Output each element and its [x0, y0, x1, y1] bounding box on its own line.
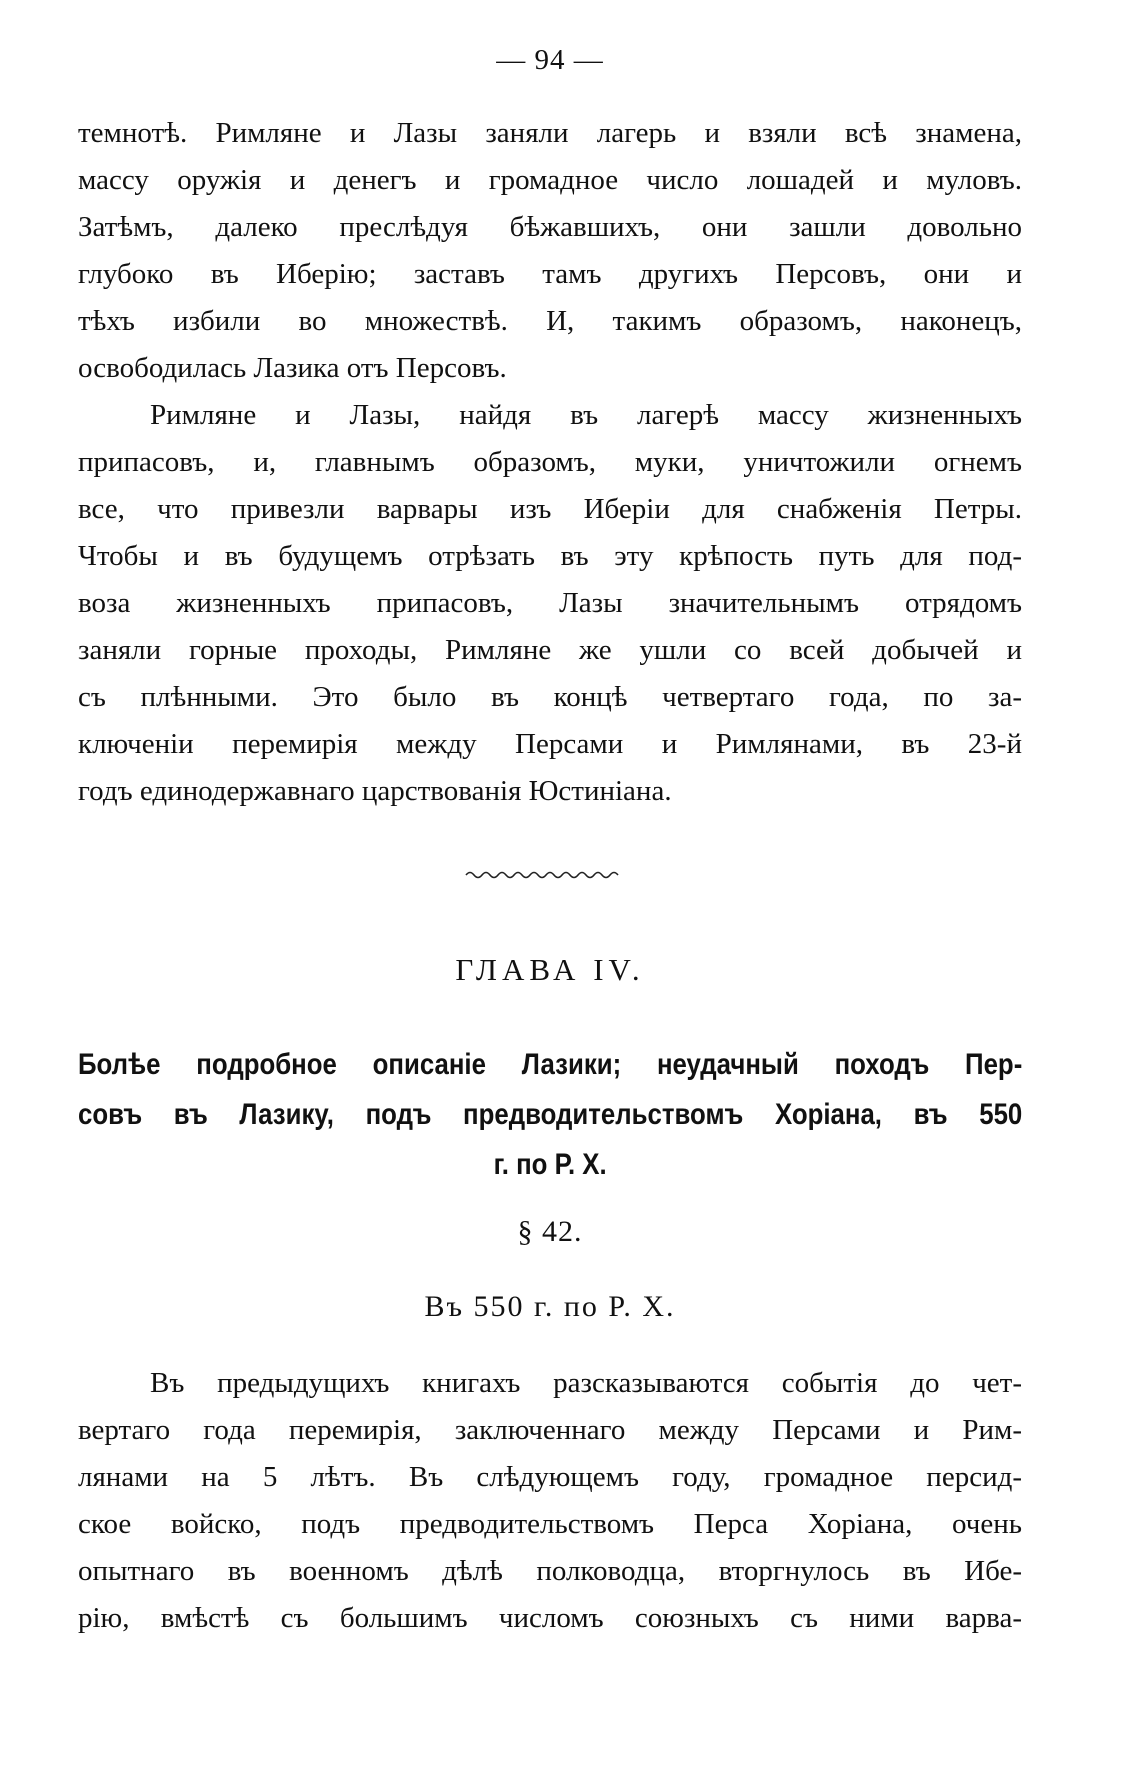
text-line: заняли горные проходы, Римляне же ушли со всей добычей и	[78, 634, 1022, 666]
paragraph-romans-and-lazes	[78, 392, 1022, 815]
text-line: годъ единодержавнаго царствованія Юстиніана.	[78, 775, 672, 807]
subtitle-line: Болѣе подробное описаніе Лазики; неудачный походъ Пер-	[78, 1048, 1023, 1081]
text-line: вертаго года перемирія, заключеннаго между Персами и Рим-	[78, 1414, 1022, 1446]
text-line: глубоко въ Иберію; заставъ тамъ другихъ Персовъ, они и	[78, 258, 1022, 290]
text-line: освободилась Лазика отъ Персовъ.	[78, 352, 507, 384]
text-line: Римляне и Лазы, найдя въ лагерѣ массу жизненныхъ	[150, 399, 1022, 431]
book-page	[78, 0, 1022, 1783]
text-line: воза жизненныхъ припасовъ, Лазы значительнымъ отрядомъ	[78, 587, 1022, 619]
text-line: Чтобы и въ будущемъ отрѣзать въ эту крѣпость путь для под-	[78, 540, 1022, 572]
text-line: ское войско, подъ предводительствомъ Перса Хоріана, очень	[78, 1508, 1022, 1540]
subtitle-line: совъ въ Лазику, подъ предводительствомъ Хоріана, въ 550	[78, 1098, 1023, 1131]
chapter-subtitle	[78, 1040, 1022, 1190]
text-line: лянами на 5 лѣтъ. Въ слѣдующемъ году, громадное персид-	[78, 1461, 1022, 1493]
text-line: рію, вмѣстѣ съ большимъ числомъ союзныхъ съ ними варва-	[78, 1602, 1022, 1634]
text-line: съ плѣнными. Это было въ концѣ четвертаго года, по за-	[78, 681, 1022, 713]
chapter-title: ГЛАВА IV.	[455, 952, 645, 987]
section-number: § 42.	[517, 1215, 583, 1248]
text-line: опытнаго въ военномъ дѣлѣ полководца, вторгнулось въ Ибе-	[78, 1555, 1022, 1587]
text-line: Затѣмъ, далеко преслѣдуя бѣжавшихъ, они зашли довольно	[78, 211, 1022, 243]
text-line: ключеніи перемирія между Персами и Римлянами, въ 23-й	[78, 728, 1022, 760]
text-line: массу оружія и денегъ и громадное число лошадей и муловъ.	[78, 164, 1022, 196]
text-line: припасовъ, и, главнымъ образомъ, муки, уничтожили огнемъ	[78, 446, 1022, 478]
text-line: все, что привезли варвары изъ Иберіи для снабженія Петры.	[78, 493, 1022, 525]
section-date: Въ 550 г. по Р. Х.	[424, 1290, 676, 1323]
text-line: тѣхъ избили во множествѣ. И, такимъ образомъ, наконецъ,	[78, 305, 1022, 337]
text-line: Въ предыдущихъ книгахъ разсказываются событія до чет-	[150, 1367, 1022, 1399]
subtitle-line: г. по Р. Х.	[493, 1148, 607, 1181]
paragraph-section-42	[78, 1360, 1022, 1642]
text-line: темнотѣ. Римляне и Лазы заняли лагерь и взяли всѣ знамена,	[78, 117, 1022, 149]
paragraph-continuation	[78, 110, 1022, 392]
wavy-divider-ornament	[464, 868, 624, 882]
page-number: — 94 —	[496, 44, 604, 76]
